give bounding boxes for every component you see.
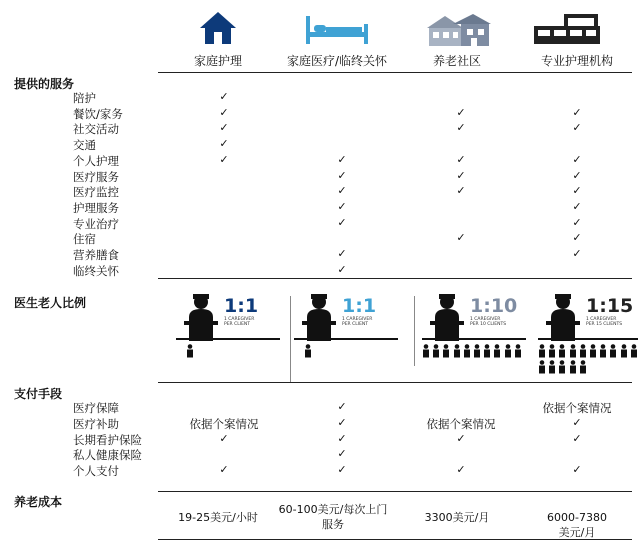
check-mark-icon: ✓ [572, 247, 582, 260]
house-icon [198, 10, 238, 46]
ratio-caption-line2: PER 15 CLIENTS [586, 321, 623, 327]
patient-icon [548, 344, 556, 358]
check-mark-icon: ✓ [572, 121, 582, 135]
check-mark-icon: ✓ [572, 168, 582, 182]
section-title-payment: 支付手段 [14, 387, 63, 401]
check-mark-icon: ✓ [337, 199, 347, 213]
check-mark-icon: ✓ [456, 121, 466, 135]
service-row-label: 医疗服务 [73, 169, 119, 184]
payment-row-label: 私人健康保险 [73, 448, 142, 463]
patient-icon [493, 344, 501, 358]
divider-payment-top [158, 382, 632, 383]
check-mark-icon: ✓ [456, 105, 466, 119]
section-title-services: 提供的服务 [14, 77, 75, 91]
check-mark-icon: ✓ [572, 105, 582, 119]
column-header-nursing-facility: 专业护理机构 [540, 54, 614, 68]
column-header-senior-community: 养老社区 [432, 54, 482, 68]
hospital-bed-icon [304, 14, 370, 46]
ratio-caption-line2: PER CLIENT [224, 321, 251, 327]
check-mark-icon: ✓ [572, 215, 582, 229]
divider-services-top [158, 72, 632, 73]
table-edge [176, 338, 280, 340]
patient-icon [620, 344, 628, 358]
column-header-home-health-hospice: 家庭医疗/临终关怀 [286, 54, 388, 68]
check-mark-icon: ✓ [572, 231, 582, 245]
service-row-label: 餐饮/家务 [73, 106, 123, 121]
patient-icon [579, 360, 587, 374]
patient-icon [514, 344, 522, 358]
check-mark-icon: ✓ [456, 168, 466, 182]
cost-home-health: 60-100美元/每次上门服务 [278, 503, 388, 531]
ratio-caption-line2: PER CLIENT [342, 321, 369, 327]
ratio-caption-line1: 1 CAREGIVER [224, 317, 255, 322]
patient-icon [579, 344, 587, 358]
check-mark-icon: ✓ [337, 168, 347, 182]
divider-cost-top [158, 491, 632, 492]
patient-icon [569, 360, 577, 374]
patient-icon [483, 344, 491, 358]
patient-icon [569, 344, 577, 358]
patient-icon [558, 360, 566, 374]
check-mark-icon: ✓ [337, 262, 347, 276]
ratio-caption-line1: 1 CAREGIVER [586, 317, 617, 322]
patient-icon [538, 360, 546, 374]
check-mark-icon: ✓ [456, 231, 466, 245]
check-mark-icon: ✓ [337, 215, 347, 229]
payment-cell-text: 依据个案情况 [542, 401, 612, 415]
patient-icon [442, 344, 450, 358]
payment-row-label: 长期看护保险 [73, 432, 142, 447]
service-row-label: 个人护理 [73, 153, 119, 168]
check-mark-icon: ✓ [337, 152, 347, 166]
check-mark-icon: ✓ [337, 431, 347, 445]
check-mark-icon: ✓ [572, 431, 582, 445]
payment-row-label: 医疗补助 [73, 416, 119, 431]
patient-icon [463, 344, 471, 358]
divider-ratio-top [158, 278, 632, 279]
section-title-ratio: 医生老人比例 [14, 296, 87, 310]
check-mark-icon: ✓ [456, 463, 466, 477]
check-mark-icon: ✓ [572, 463, 582, 477]
service-row-label: 交通 [73, 138, 96, 153]
service-row-label: 住宿 [73, 232, 96, 247]
ratio-separator [290, 296, 291, 382]
check-mark-icon: ✓ [337, 184, 347, 198]
check-mark-icon: ✓ [572, 152, 582, 166]
table-edge [294, 338, 398, 340]
check-mark-icon: ✓ [456, 184, 466, 198]
ratio-caption [224, 318, 254, 328]
ratio-caption-line1: 1 CAREGIVER [342, 317, 373, 322]
check-mark-icon: ✓ [572, 415, 582, 429]
patient-icon [609, 344, 617, 358]
patient-icon [548, 360, 556, 374]
patient-icon [504, 344, 512, 358]
payment-row-label: 医疗保障 [73, 401, 119, 415]
check-mark-icon: ✓ [219, 152, 229, 166]
ratio-value: 1:1 [342, 295, 377, 317]
patient-icon [538, 344, 546, 358]
ratio-caption [342, 318, 372, 328]
caregiver-silhouette-icon [302, 293, 336, 341]
service-row-label: 社交活动 [73, 122, 119, 137]
table-edge [538, 338, 638, 340]
check-mark-icon: ✓ [337, 463, 347, 477]
service-row-label: 陪护 [73, 91, 96, 105]
ratio-caption [586, 318, 622, 328]
check-mark-icon: ✓ [337, 247, 347, 260]
patient-icon [630, 344, 638, 358]
cost-nursing-facility: 6000-7380美元/月 [547, 511, 607, 539]
ratio-caption-line1: 1 CAREGIVER [470, 317, 501, 322]
check-mark-icon: ✓ [337, 447, 347, 461]
check-mark-icon: ✓ [219, 463, 229, 477]
payment-cell-text: 依据个案情况 [426, 416, 496, 431]
service-row-label: 护理服务 [73, 200, 119, 215]
patient-icon [422, 344, 430, 358]
column-header-home-care: 家庭护理 [193, 54, 243, 68]
ratio-value: 1:1 [224, 295, 259, 317]
caregiver-silhouette-icon [430, 293, 464, 341]
patient-icon [304, 344, 312, 358]
check-mark-icon: ✓ [572, 199, 582, 213]
check-mark-icon: ✓ [219, 137, 229, 151]
caregiver-silhouette-icon [546, 293, 580, 341]
patient-icon [186, 344, 194, 358]
community-building-icon [423, 12, 493, 48]
ratio-value: 1:10 [470, 295, 518, 317]
check-mark-icon: ✓ [337, 415, 347, 429]
check-mark-icon: ✓ [219, 90, 229, 103]
payment-row-label: 个人支付 [73, 464, 119, 479]
patient-icon [599, 344, 607, 358]
ratio-caption-line2: PER 10 CLIENTS [470, 321, 507, 327]
service-row-label: 医疗监控 [73, 185, 119, 200]
check-mark-icon: ✓ [219, 105, 229, 119]
service-row-label: 临终关怀 [73, 263, 119, 278]
check-mark-icon: ✓ [456, 152, 466, 166]
ratio-value: 1:15 [586, 295, 634, 317]
patient-icon [589, 344, 597, 358]
ratio-separator [414, 296, 415, 366]
service-row-label: 营养膳食 [73, 248, 119, 262]
patient-icon [473, 344, 481, 358]
table-edge [422, 338, 526, 340]
patient-icon [432, 344, 440, 358]
check-mark-icon: ✓ [572, 184, 582, 198]
check-mark-icon: ✓ [219, 121, 229, 135]
check-mark-icon: ✓ [337, 400, 347, 413]
payment-cell-text: 依据个案情况 [189, 416, 259, 431]
patient-icon [453, 344, 461, 358]
check-mark-icon: ✓ [456, 431, 466, 445]
cost-senior-community: 3300美元/月 [424, 511, 490, 524]
patient-icon [558, 344, 566, 358]
section-title-cost: 养老成本 [14, 495, 63, 509]
check-mark-icon: ✓ [219, 431, 229, 445]
caregiver-silhouette-icon [184, 293, 218, 341]
nursing-facility-icon [532, 12, 602, 46]
cost-home-care: 19-25美元/小时 [178, 511, 258, 524]
service-row-label: 专业治疗 [73, 216, 119, 231]
ratio-caption [470, 318, 506, 328]
